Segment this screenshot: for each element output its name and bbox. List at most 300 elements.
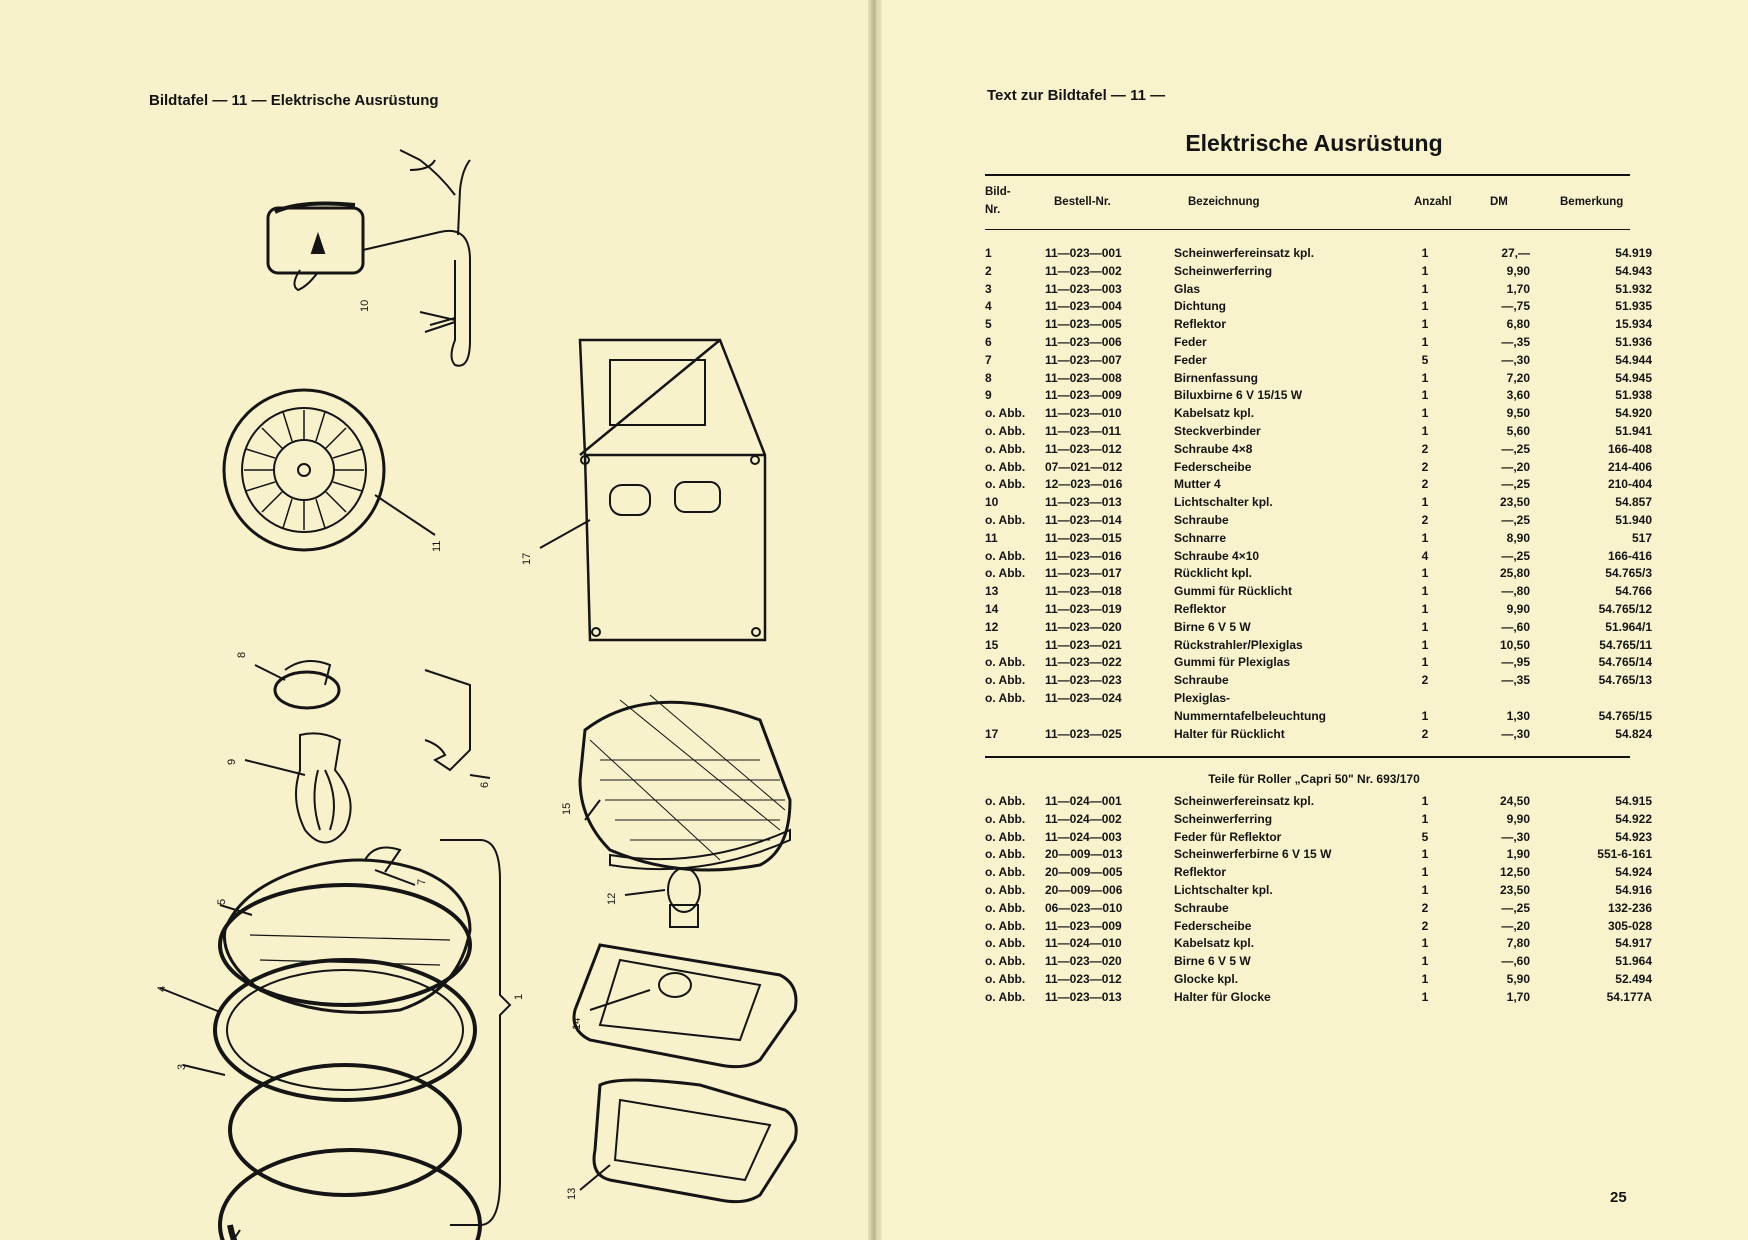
- table-row: [985, 672, 1652, 690]
- table-cell: 1: [985, 246, 992, 260]
- rear-light-holder-drawing: [540, 340, 765, 640]
- table-cell: 1: [1421, 865, 1429, 880]
- table-cell: 9,90: [1506, 601, 1530, 616]
- table-cell: 2: [1421, 477, 1429, 492]
- table-cell: Kabelsatz kpl.: [1174, 936, 1255, 951]
- table-cell: Schnarre: [1174, 530, 1227, 545]
- table-cell: —,25: [1501, 900, 1530, 915]
- table-cell: 54.824: [1615, 726, 1652, 741]
- table-cell: 2: [1421, 900, 1429, 915]
- table-row: [985, 846, 1652, 864]
- table-cell: 11—023—025: [1045, 726, 1122, 741]
- capri-parts-table: [985, 793, 1652, 1007]
- table-cell: 2: [1421, 673, 1429, 688]
- table-cell: 1: [1421, 299, 1429, 314]
- table-cell: Glocke kpl.: [1174, 971, 1239, 986]
- table-cell: Reflektor: [1174, 317, 1227, 332]
- col-dm: DM: [1490, 196, 1508, 208]
- table-cell: 51.941: [1615, 423, 1652, 438]
- table-cell: 17: [985, 726, 999, 741]
- table-cell: 54.924: [1615, 865, 1652, 880]
- table-cell: o. Abb.: [985, 406, 1026, 421]
- table-cell: 2: [1421, 459, 1429, 474]
- callout-5: 5: [216, 898, 228, 905]
- table-cell: 1: [1421, 708, 1429, 723]
- table-row: [985, 441, 1652, 459]
- table-cell: 5,60: [1506, 423, 1530, 438]
- table-cell: —,60: [1501, 619, 1530, 634]
- table-cell: 7,80: [1506, 936, 1530, 951]
- callout-11: 11: [431, 540, 443, 552]
- table-cell: o. Abb.: [985, 477, 1026, 492]
- table-row: [985, 654, 1652, 672]
- table-cell: 1: [1421, 566, 1429, 581]
- table-cell: 1: [1421, 334, 1429, 349]
- table-cell: 9,90: [1506, 811, 1530, 826]
- table-cell: 11—023—023: [1045, 673, 1122, 688]
- table-cell: 7,20: [1506, 370, 1530, 385]
- table-row: [985, 512, 1652, 530]
- callout-4: 4: [156, 985, 168, 992]
- table-cell: 11—023—014: [1045, 512, 1122, 527]
- table-cell: 11—023—022: [1045, 655, 1122, 670]
- table-cell: [1450, 690, 1530, 708]
- table-row: [985, 811, 1652, 829]
- table-cell: 11—023—019: [1045, 601, 1122, 616]
- table-cell: o. Abb.: [985, 918, 1026, 933]
- table-cell: 6: [985, 334, 992, 349]
- table-cell: —,30: [1501, 829, 1530, 844]
- table-cell: 20—009—005: [1045, 865, 1123, 880]
- table-cell: Lichtschalter kpl.: [1174, 882, 1273, 897]
- table-cell: Schraube 4×10: [1174, 548, 1260, 563]
- table-row: [985, 459, 1652, 477]
- table-cell: 54.923: [1615, 829, 1652, 844]
- table-cell: Rückstrahler/Plexiglas: [1174, 637, 1303, 652]
- table-cell: Schraube: [1174, 900, 1229, 915]
- table-cell: 54.917: [1615, 936, 1652, 951]
- table-cell: 5: [1421, 352, 1429, 367]
- table-cell: o. Abb.: [985, 811, 1026, 826]
- table-cell: 1: [1421, 495, 1429, 510]
- table-cell: 51.932: [1615, 281, 1652, 296]
- parts-table: [985, 245, 1652, 743]
- table-cell: 1: [1421, 388, 1429, 403]
- table-cell: —,20: [1501, 459, 1530, 474]
- table-cell: 10,50: [1499, 637, 1530, 652]
- table-row: [985, 601, 1652, 619]
- table-cell: 2: [1421, 726, 1429, 741]
- table-cell: Schraube: [1174, 673, 1229, 688]
- table-cell: 11—023—024: [1045, 690, 1122, 705]
- table-row: [985, 405, 1652, 423]
- table-cell: 54.916: [1615, 882, 1652, 897]
- table-row: [985, 989, 1652, 1007]
- table-cell: 5: [985, 317, 992, 332]
- table-cell: 132-236: [1607, 900, 1652, 915]
- table-cell: Scheinwerferbirne 6 V 15 W: [1174, 847, 1332, 862]
- table-cell: 11—023—005: [1045, 317, 1122, 332]
- table-cell: o. Abb.: [985, 954, 1026, 969]
- table-cell: o. Abb.: [985, 900, 1026, 915]
- table-cell: 24,50: [1499, 794, 1530, 808]
- table-cell: —,30: [1501, 726, 1530, 741]
- callout-13: 13: [566, 1187, 578, 1200]
- table-cell: 54.919: [1615, 246, 1652, 260]
- bulb-socket-drawing: [245, 661, 490, 843]
- table-cell: 7: [985, 352, 992, 367]
- table-cell: 210-404: [1607, 477, 1652, 492]
- table-cell: —,25: [1501, 441, 1530, 456]
- section-rule: [985, 756, 1630, 758]
- table-cell: 9,90: [1506, 263, 1530, 278]
- table-cell: o. Abb.: [985, 794, 1026, 808]
- table-cell: 06—023—010: [1045, 900, 1123, 915]
- table-cell: Plexiglas-: [1174, 690, 1231, 705]
- table-cell: 9: [985, 388, 992, 403]
- table-row: [985, 971, 1652, 989]
- table-row: [985, 334, 1652, 352]
- table-cell: Steckverbinder: [1174, 423, 1261, 438]
- table-cell: Scheinwerferring: [1174, 811, 1273, 826]
- callout-1: 1: [513, 993, 525, 1000]
- table-cell: —,80: [1501, 584, 1530, 599]
- table-cell: 11—023—007: [1045, 352, 1122, 367]
- table-cell: 4: [985, 299, 992, 314]
- table-row: [985, 476, 1652, 494]
- table-row: [985, 263, 1652, 281]
- table-cell: Halter für Rücklicht: [1174, 726, 1285, 741]
- table-cell: o. Abb.: [985, 865, 1026, 880]
- table-cell: 2: [1421, 441, 1429, 456]
- table-cell: o. Abb.: [985, 566, 1026, 581]
- table-cell: 15: [985, 637, 999, 652]
- plate-title: Bildtafel — 11 — Elektrische Ausrüstung: [149, 92, 439, 109]
- table-cell: 1: [1421, 989, 1429, 1004]
- table-cell: 54.915: [1615, 794, 1652, 808]
- table-row: [985, 637, 1652, 655]
- table-row: [985, 864, 1652, 882]
- table-cell: 51.938: [1615, 388, 1652, 403]
- table-cell: Biluxbirne 6 V 15/15 W: [1174, 388, 1303, 403]
- table-cell: 1: [1421, 370, 1429, 385]
- table-cell: 54.765/12: [1598, 601, 1652, 616]
- table-cell: 1: [1421, 406, 1429, 421]
- table-cell: 10: [985, 495, 999, 510]
- table-cell: 12,50: [1499, 865, 1530, 880]
- table-cell: 51.935: [1615, 299, 1652, 314]
- table-cell: Birne 6 V 5 W: [1174, 954, 1251, 969]
- table-cell: 54.857: [1615, 495, 1652, 510]
- col-anzahl: Anzahl: [1414, 196, 1452, 208]
- table-cell: 11—023—004: [1045, 299, 1122, 314]
- subsection-title: Teile für Roller „Capri 50" Nr. 693/170: [1208, 772, 1420, 786]
- table-cell: 52.494: [1615, 971, 1652, 986]
- table-cell: Feder für Reflektor: [1174, 829, 1282, 844]
- table-cell: o. Abb.: [985, 512, 1026, 527]
- table-cell: 11—023—009: [1045, 918, 1122, 933]
- table-cell: o. Abb.: [985, 655, 1026, 670]
- table-cell: 11—023—017: [1045, 566, 1122, 581]
- table-cell: 11—023—002: [1045, 263, 1122, 278]
- table-cell: Scheinwerfereinsatz kpl.: [1174, 794, 1315, 808]
- col-bestell: Bestell-Nr.: [1054, 196, 1111, 208]
- table-row: [985, 793, 1652, 811]
- table-cell: 1: [1421, 584, 1429, 599]
- callout-14: 14: [571, 1017, 583, 1030]
- table-cell: 1: [1421, 601, 1429, 616]
- header-rule: [985, 229, 1630, 230]
- table-cell: 1: [1421, 530, 1429, 545]
- table-cell: 1,70: [1506, 281, 1530, 296]
- table-cell: 11—023—003: [1045, 281, 1122, 296]
- table-row: [985, 316, 1652, 334]
- table-cell: 12: [985, 619, 999, 634]
- table-cell: [1400, 690, 1450, 708]
- table-cell: 23,50: [1499, 495, 1530, 510]
- table-cell: 20—009—013: [1045, 847, 1123, 862]
- table-cell: 54.765/3: [1605, 566, 1652, 581]
- table-cell: Federscheibe: [1174, 459, 1252, 474]
- table-cell: o. Abb.: [985, 829, 1026, 844]
- section-title: Elektrische Ausrüstung: [1185, 130, 1443, 156]
- table-cell: o. Abb.: [985, 441, 1026, 456]
- table-cell: —,35: [1501, 334, 1530, 349]
- table-cell: Schraube: [1174, 512, 1229, 527]
- col-bezeichnung: Bezeichnung: [1188, 196, 1260, 208]
- table-row: [985, 565, 1652, 583]
- table-cell: 8,90: [1506, 530, 1530, 545]
- table-row: [985, 619, 1652, 637]
- table-cell: 1,70: [1506, 989, 1530, 1004]
- table-cell: 11—023—006: [1045, 334, 1122, 349]
- table-cell: 1: [1421, 936, 1429, 951]
- table-cell: 5,90: [1506, 971, 1530, 986]
- table-row: [985, 726, 1652, 744]
- table-row: [985, 352, 1652, 370]
- table-row: [985, 935, 1652, 953]
- table-cell: 1,30: [1506, 708, 1530, 723]
- table-cell: 20—009—006: [1045, 882, 1123, 897]
- table-cell: —,25: [1501, 477, 1530, 492]
- col-bild-nr: Nr.: [985, 204, 1001, 216]
- table-cell: 9,50: [1506, 406, 1530, 421]
- table-cell: 1: [1421, 655, 1429, 670]
- table-cell: 3,60: [1506, 388, 1530, 403]
- table-cell: 13: [985, 584, 999, 599]
- table-row: [985, 708, 1652, 726]
- table-cell: —,25: [1501, 548, 1530, 563]
- table-cell: 11—023—013: [1045, 495, 1122, 510]
- table-cell: Reflektor: [1174, 601, 1227, 616]
- table-cell: 11—023—021: [1045, 637, 1122, 652]
- table-cell: o. Abb.: [985, 882, 1026, 897]
- table-cell: 1: [1421, 281, 1429, 296]
- table-cell: o. Abb.: [985, 459, 1026, 474]
- callout-3: 3: [176, 1063, 188, 1070]
- table-cell: 11—023—009: [1045, 388, 1122, 403]
- table-cell: Schraube 4×8: [1174, 441, 1253, 456]
- table-cell: o. Abb.: [985, 847, 1026, 862]
- table-cell: Reflektor: [1174, 865, 1227, 880]
- table-cell: —,25: [1501, 512, 1530, 527]
- table-cell: 11: [985, 530, 998, 545]
- table-cell: 11—023—008: [1045, 370, 1122, 385]
- table-cell: 54.922: [1615, 811, 1652, 826]
- col-bemerkung: Bemerkung: [1560, 196, 1624, 208]
- table-cell: 4: [1421, 548, 1429, 563]
- table-cell: Gummi für Plexiglas: [1174, 655, 1291, 670]
- callout-17: 17: [521, 552, 533, 565]
- table-cell: 2: [1421, 512, 1429, 527]
- table-cell: Feder: [1174, 334, 1207, 349]
- table-cell: 25,80: [1499, 566, 1530, 581]
- table-cell: 517: [1631, 530, 1652, 545]
- table-cell: 305-028: [1607, 918, 1652, 933]
- table-cell: Birne 6 V 5 W: [1174, 619, 1251, 634]
- table-cell: 27,—: [1501, 246, 1530, 260]
- table-cell: 11—023—011: [1045, 423, 1122, 438]
- table-cell: 51.964/1: [1605, 619, 1652, 634]
- table-cell: Gummi für Rücklicht: [1174, 584, 1293, 599]
- page-number: 25: [1610, 1189, 1627, 1206]
- table-cell: 1: [1421, 263, 1429, 278]
- table-cell: Birnenfassung: [1174, 370, 1259, 385]
- table-cell: o. Abb.: [985, 673, 1026, 688]
- table-cell: Glas: [1174, 281, 1201, 296]
- table-row: [985, 281, 1652, 299]
- horn-drawing: [224, 390, 435, 550]
- table-row: [985, 918, 1652, 936]
- table-cell: 11—024—010: [1045, 936, 1122, 951]
- table-cell: 3: [985, 281, 992, 296]
- table-cell: 11—024—003: [1045, 829, 1122, 844]
- small-bulb-drawing: [625, 868, 700, 927]
- table-cell: —,20: [1501, 918, 1530, 933]
- table-cell: Scheinwerfereinsatz kpl.: [1174, 246, 1315, 260]
- table-cell: 54.765/13: [1598, 673, 1652, 688]
- table-cell: Halter für Glocke: [1174, 989, 1271, 1004]
- table-cell: 11—023—020: [1045, 619, 1122, 634]
- light-switch-drawing: [268, 150, 470, 366]
- table-cell: —,75: [1501, 299, 1530, 314]
- table-cell: 54.765/11: [1599, 637, 1652, 652]
- table-cell: 54.765/14: [1598, 655, 1652, 670]
- callout-8: 8: [236, 651, 248, 658]
- table-row: [985, 530, 1652, 548]
- callout-15: 15: [561, 802, 573, 815]
- table-cell: 23,50: [1499, 882, 1530, 897]
- table-cell: 11—023—020: [1045, 954, 1122, 969]
- table-cell: 1: [1421, 246, 1429, 260]
- table-row: [985, 900, 1652, 918]
- col-bild: Bild-: [985, 186, 1011, 198]
- headlight-drawing: [160, 840, 510, 1240]
- table-cell: Lichtschalter kpl.: [1174, 495, 1273, 510]
- table-cell: [985, 708, 1045, 726]
- table-cell: o. Abb.: [985, 423, 1026, 438]
- table-cell: 11—024—001: [1045, 794, 1122, 808]
- table-cell: 11—023—001: [1045, 246, 1122, 260]
- table-row: [985, 583, 1652, 601]
- table-cell: 1: [1421, 317, 1429, 332]
- table-cell: 11—023—016: [1045, 548, 1122, 563]
- table-cell: 1: [1421, 637, 1429, 652]
- table-row: [985, 829, 1652, 847]
- table-cell: Dichtung: [1174, 299, 1226, 314]
- table-cell: —,35: [1501, 673, 1530, 688]
- table-cell: 1: [1421, 811, 1429, 826]
- rear-light-drawing: [574, 945, 796, 1067]
- callout-6: 6: [479, 781, 491, 788]
- table-cell: 54.177A: [1606, 989, 1652, 1004]
- table-cell: 51.940: [1615, 512, 1652, 527]
- callout-9: 9: [226, 758, 238, 765]
- table-cell: 11—023—012: [1045, 971, 1122, 986]
- table-cell: —,95: [1501, 655, 1530, 670]
- table-cell: Rücklicht kpl.: [1174, 566, 1253, 581]
- table-cell: 1: [1421, 971, 1429, 986]
- table-cell: 54.766: [1615, 584, 1652, 599]
- table-cell: 11—023—018: [1045, 584, 1122, 599]
- table-cell: 2: [985, 263, 992, 278]
- table-cell: 214-406: [1607, 459, 1652, 474]
- table-cell: 07—021—012: [1045, 459, 1123, 474]
- reflector-lamp-drawing: [580, 695, 790, 870]
- table-row: [985, 953, 1652, 971]
- callout-12: 12: [606, 892, 618, 905]
- table-cell: [1530, 690, 1652, 708]
- rubber-gasket-drawing: [580, 1080, 796, 1202]
- table-cell: 54.943: [1615, 263, 1652, 278]
- table-cell: 2: [1421, 918, 1429, 933]
- table-cell: 1: [1421, 423, 1429, 438]
- table-cell: Scheinwerferring: [1174, 263, 1273, 278]
- table-cell: o. Abb.: [985, 548, 1026, 563]
- table-cell: 54.944: [1615, 352, 1652, 367]
- table-cell: 12—023—016: [1045, 477, 1123, 492]
- table-cell: 8: [985, 370, 992, 385]
- table-cell: 1: [1421, 619, 1429, 634]
- table-cell: 166-416: [1607, 548, 1652, 563]
- table-cell: Nummerntafelbeleuchtung: [1174, 708, 1327, 723]
- table-cell: 1: [1421, 847, 1429, 862]
- table-cell: 1,90: [1506, 847, 1530, 862]
- table-row: [985, 298, 1652, 316]
- table-cell: 6,80: [1506, 317, 1530, 332]
- table-cell: o. Abb.: [985, 690, 1026, 705]
- callout-10: 10: [359, 299, 371, 312]
- table-cell: 54.920: [1615, 406, 1652, 421]
- table-cell: 1: [1421, 794, 1429, 808]
- table-cell: —,30: [1501, 352, 1530, 367]
- table-row: [985, 690, 1652, 708]
- table-cell: Feder: [1174, 352, 1207, 367]
- table-cell: o. Abb.: [985, 971, 1026, 986]
- table-cell: 51.964: [1615, 954, 1652, 969]
- table-cell: —,60: [1501, 954, 1530, 969]
- table-cell: [1045, 708, 1174, 726]
- table-cell: 1: [1421, 954, 1429, 969]
- table-row: [985, 245, 1652, 263]
- page-header: Text zur Bildtafel — 11 —: [987, 87, 1166, 104]
- table-cell: o. Abb.: [985, 936, 1026, 951]
- table-cell: Kabelsatz kpl.: [1174, 406, 1255, 421]
- table-cell: Federscheibe: [1174, 918, 1252, 933]
- table-cell: 54.765/15: [1598, 708, 1652, 723]
- table-cell: 166-408: [1607, 441, 1652, 456]
- table-cell: 11—024—002: [1045, 811, 1122, 826]
